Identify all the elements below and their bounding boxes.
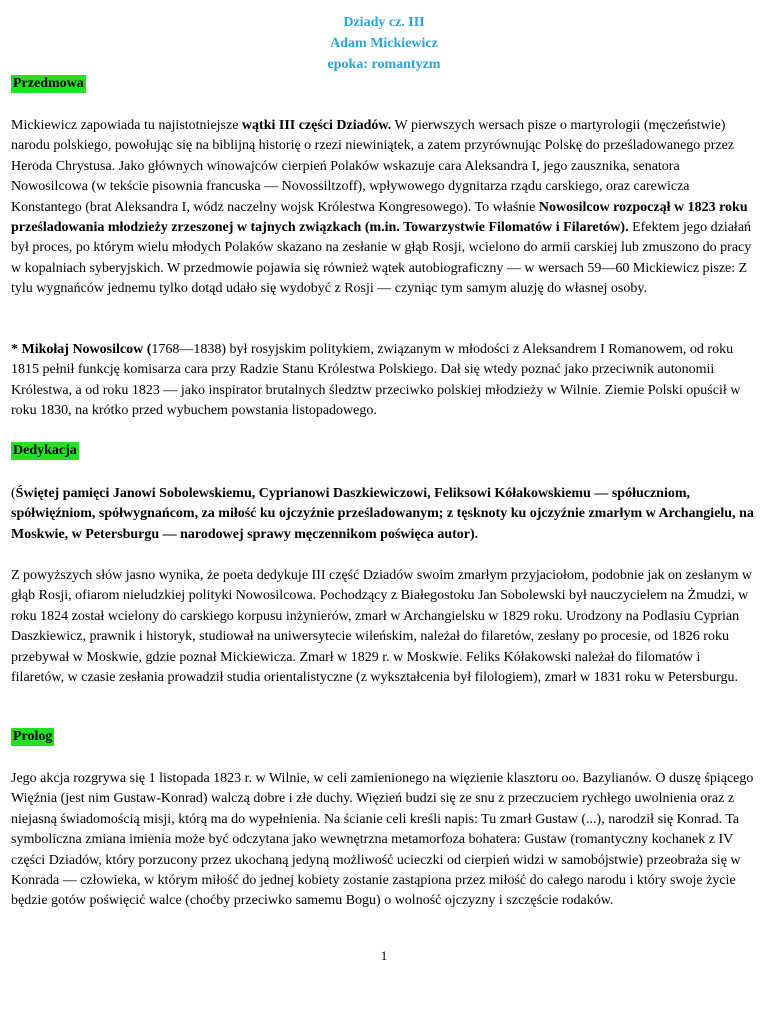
paragraph-prolog: Jego akcja rozgrywa się 1 listopada 1823 r. w Wilnie, w celi zamienionego na więzienie klasztoru oo. Bazylianów. O duszę śpiącego Więźnia (jest nim Gustaw-Konrad) walczą dobre i złe duchy. Więzień budzi się ze snu z przeczuciem rychłego uwolnienia oraz z niejasną świadomością misji, którą ma do wypełnienia. Na ścianie celi kreśli napis: Tu zmarł Gustaw (...), narodził się Konrad. Ta symboliczna zmiana imienia może być odczytana jako wewnętrzna metamorfoza bohatera: Gustaw (romantyczny kochanek z IV części Dziadów, który porzucony przez ukochaną jedyną możliwość ucieczki od cierpień widzi w samobójstwie) przeobraża się w Konrada — człowieka, w którym miłość do jednej kobiety zostanie zastąpiona przez miłość do całego narodu i który swoje życie będzie gotów poświęcić walce (choćby przeciwko samemu Bogu) o wolność ojczyzny i szczęście rodaków.	[11, 771, 754, 909]
section-heading-prolog: Prolog	[13, 729, 53, 744]
paragraph-dedication-commentary: Z powyższych słów jasno wynika, że poeta dedykuje III część Dziadów swoim zmarłym przyjaciołom, podobnie jak on zesłanym w głąb Rosji, ofiarom nieludzkiej polityki Nowosilcowa. Pochodzący z Białegostoku Jan Sobolewski był nauczycielem na Żmudzi, w roku 1824 został wcielony do carskiego korpusu inżynierów, zmarł w Archangielsku w 1829 roku. Urodzony na Podlasiu Cyprian Daszkiewicz, prawnik i historyk, studiował na uniwersytecie wileńskim, należał do filaretów, zesłany po procesie, od 1826 roku przebywał w Moskwie, gdzie poznał Mickiewicza. Zmarł w 1829 r. w Moskwie. Feliks Kółakowski należał do filomatów i filaretów, w czasie zesłania prowadził studia orientalistyczne (z wykształcenia był filologiem), zmarł w 1831 roku w Petersburgu.	[11, 568, 753, 686]
bold-run: wątki III części Dziadów.	[241, 118, 392, 133]
bold-run: * Mikołaj Nowosilcow (	[11, 342, 152, 357]
paragraph-dedication-quote	[11, 484, 756, 545]
page-number: 1	[380, 948, 388, 963]
bold-run: Świętej pamięci Janowi Sobolewskiemu, Cyprianowi Daszkiewiczowi, Feliksowi Kółakowskiemu — spółuczniom, spółwięźniom, spółwygnańcom, za miłość ku ojczyźnie prześladowanym; z tęsknoty ku ojczyźnie zmarłym w Archangielu, na Moskwie, w Petersburgu — narodowej sprawy męczennikom poświęca autor).	[11, 486, 754, 542]
text-run: Efektem jego działań był proces, po którym wielu młodych Polaków skazano na zesłanie w głąb Rosji, wcielono do armii carskiej lub zmuszono do pracy w kopalniach syberyjskich. W przedmowie pojawia się również wątek autobiograficzny — w wersach 59—60 Mickiewicz pisze: Z tylu wygnańców jednemu tylko dotąd udało się wydobyć z Rosji — czyniąc tym samym aluzję do własnej osoby.	[11, 220, 752, 297]
text-run: (	[11, 486, 16, 501]
section-heading-przedmowa: Przedmowa	[13, 76, 84, 91]
paragraph-przedmowa	[11, 116, 756, 300]
document-epoch: epoka: romantyzm	[327, 57, 441, 72]
text-run: Mickiewicz zapowiada tu najistotniejsze	[11, 118, 242, 133]
section-heading-dedykacja: Dedykacja	[13, 443, 77, 458]
paragraph-nowosilcow-note	[11, 340, 756, 422]
document-author: Adam Mickiewicz	[330, 36, 438, 51]
text-run: 1768—1838) był rosyjskim politykiem, związanym w młodości z Aleksandrem I Romanowem, od roku 1815 pełnił funkcję komisarza cara przy Radzie Stanu Królestwa Polskiego. Dał się wtedy poznać jako przeciwnik autonomii Królestwa, a od roku 1823 — jako inspirator brutalnych śledztw przeciwko polskiej młodzieży w Wilnie. Ziemie Polski opuścił w roku 1830, na krótko przed wybuchem powstania listopadowego.	[11, 342, 741, 419]
text-run: W pierwszych wersach pisze o martyrologii (męczeństwie) narodu polskiego, powołując się na biblijną historię o rzezi niewiniątek, a zatem przyrównując Polskę do prześladowanego przez Heroda Chrystusa. Jako głównych winowajców cierpień Polaków wskazuje cara Aleksandra I, jego zausznika, senatora Nowosilcowa (w tekście pisownia francuska — Novossiltzoff), wpływowego dygnitarza rządu carskiego, oraz carewicza Konstantego (brat Aleksandra I, wódz naczelny wojsk Królestwa Kongresowego). To właśnie	[11, 118, 735, 215]
bold-run: Nowosilcow rozpoczął w 1823 roku prześladowania młodzieży zrzeszonej w tajnych związkach (m.in. Towarzystwie Filomatów i Filaretów).	[11, 199, 748, 236]
document-title: Dziady cz. III	[343, 15, 425, 30]
